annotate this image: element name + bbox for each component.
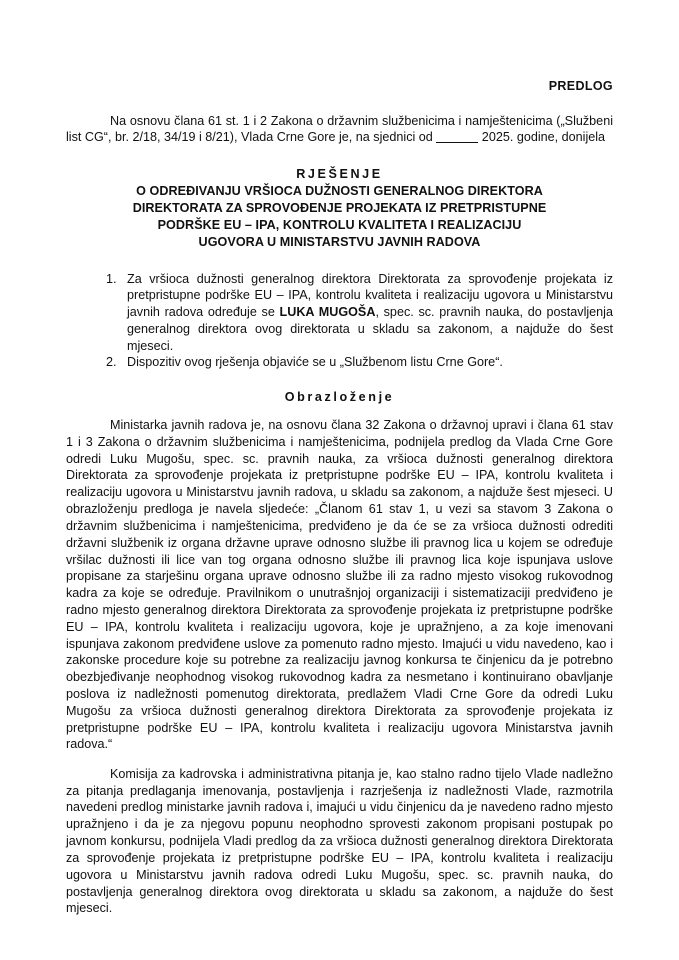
legal-basis-paragraph xyxy=(66,113,613,146)
explanation-heading: Obrazloženje xyxy=(284,390,395,404)
session-date-blank xyxy=(436,142,478,143)
decision-title-block xyxy=(66,166,613,252)
document-type-label: PREDLOG xyxy=(548,79,613,93)
decision-title-line-1: RJEŠENJE xyxy=(296,166,383,181)
decision-items-list xyxy=(66,271,613,371)
decision-item-1-text-before-name: Za vršioca dužnosti generalnog direktora Direktorata za sprovođenje projekata iz pretpristupne podrške EU – IPA, kontrolu kvaliteta i realizaciju ugovora u Ministarstvu javnih radova određuje se xyxy=(127,271,613,320)
decision-item-2: 2. Dispozitiv ovog rješenja objaviće se u „Službenom listu Crne Gore“. xyxy=(120,354,613,371)
decision-item-1-text-after-name: , spec. sc. pravnih nauka, do postavljenja generalnog direktora ovog direktorata u skladu sa zakonom, a najduže do šest mjeseci. xyxy=(127,305,613,353)
decision-title-line-4: PODRŠKE EU – IPA, KONTROLU KVALITETA I REALIZACIJU xyxy=(157,218,522,233)
legal-basis-text-before-blank: Na osnovu člana 61 st. 1 i 2 Zakona o državnim službenicima i namještenicima („Službeni list CG“, br. 2/18, 34/19 i 8/21), Vlada Crne Gore je, na sjednici od xyxy=(66,113,613,145)
legal-basis-text-after-blank: 2025. godine, donijela xyxy=(478,130,606,145)
decision-title-line-2: O ODREĐIVANJU VRŠIOCA DUŽNOSTI GENERALNOG DIREKTORA xyxy=(136,184,543,199)
decision-title-line-5: UGOVORA U MINISTARSTVU JAVNIH RADOVA xyxy=(198,235,481,250)
decision-title-line-3: DIREKTORATA ZA SPROVOĐENJE PROJEKATA IZ PRETPRISTUPNE xyxy=(132,201,547,216)
explanation-paragraph-2: Komisija za kadrovska i administrativna pitanja je, kao stalno radno tijelo Vlade nadležno za pitanja predlaganja imenovanja, postavljenja i razrješenja iz nadležnosti Vlade, razmotrila navedeni predlog ministarke javnih radova i, imajući u vidu činjenicu da je navedeno radno mjesto upražnjeno i da je za njegovu popunu neophodno sprovesti zakonom propisani postupak po javnom konkursu, podnijela Vladi predlog da za vršioca dužnosti generalnog direktora Direktorata za sprovođenje projekata iz pretpristupne podrške EU – IPA, kontrolu kvaliteta i realizaciju ugovora u Ministarstvu javnih radova odredi Luku Mugošu, spec. sc. pravnih nauka, do postavljenja generalnog direktora ovog direktorata u skladu sa zakonom, a najduže do šest mjeseci. xyxy=(66,766,613,916)
decision-item-1 xyxy=(120,271,613,355)
appointee-name: LUKA MUGOŠA xyxy=(279,305,376,320)
explanation-paragraph-1: Ministarka javnih radova je, na osnovu člana 32 Zakona o državnoj upravi i člana 61 stav 1 i 3 Zakona o državnim službenicima i namještenicima, podnijela predlog da Vlada Crne Gore odredi Luku Mugošu, spec. sc. pravnih nauka, za vršioca dužnosti generalnog direktora Direktorata za sprovođenje projekata iz pretpristupne podrške EU – IPA, kontrolu kvaliteta i realizaciju ugovora u Ministarstvu javnih radova, u skladu sa zakonom, a najduže šest mjeseci. U obrazloženju predloga je navela sljedeće: „Članom 61 stav 1, u vezi sa stavom 3 Zakona o državnim službenicima i namještenicima, predviđeno je da će se za vršioca dužnosti odrediti državni službenik iz organa državne uprave odnosno službe ili pravnog lica u kojem se određuje vršilac dužnosti ili lice van tog organa odnosno službe ili pravnog lica koje ispunjava uslove propisane za starješinu organa uprave odnosno službe ili za radno mjesto visokog rukovodnog kadra za koje se određuje. Pravilnikom o unutrašnjoj organizaciji i sistematizaciji predviđeno je radno mjesto generalnog direktora Direktorata za sprovođenje projekata iz pretpristupne podrške EU – IPA, kontrolu kvaliteta i realizaciju ugovora, koje je upražnjeno, a za koje imenovani ispunjava zakonom predviđene uslove za pomenuto radno mjesto. Imajući u vidu navedeno, kao i zakonske procedure koje su potrebne za realizaciju javnog konkursa te činjenicu da je potrebno obezbjeđivanje neophodnog visokog rukovodnog kadra za nesmetano i kontinuirano obavljanje poslova iz nadležnosti pomenutog direktorata, predlažem Vladi Crne Gore da odredi Luku Mugošu za vršioca dužnosti generalnog direktora Direktorata za sprovođenje projekata iz pretpristupne podrške EU – IPA, kontrolu kvaliteta i realizaciju ugovora Ministarstva javnih radova.“ xyxy=(66,418,613,752)
